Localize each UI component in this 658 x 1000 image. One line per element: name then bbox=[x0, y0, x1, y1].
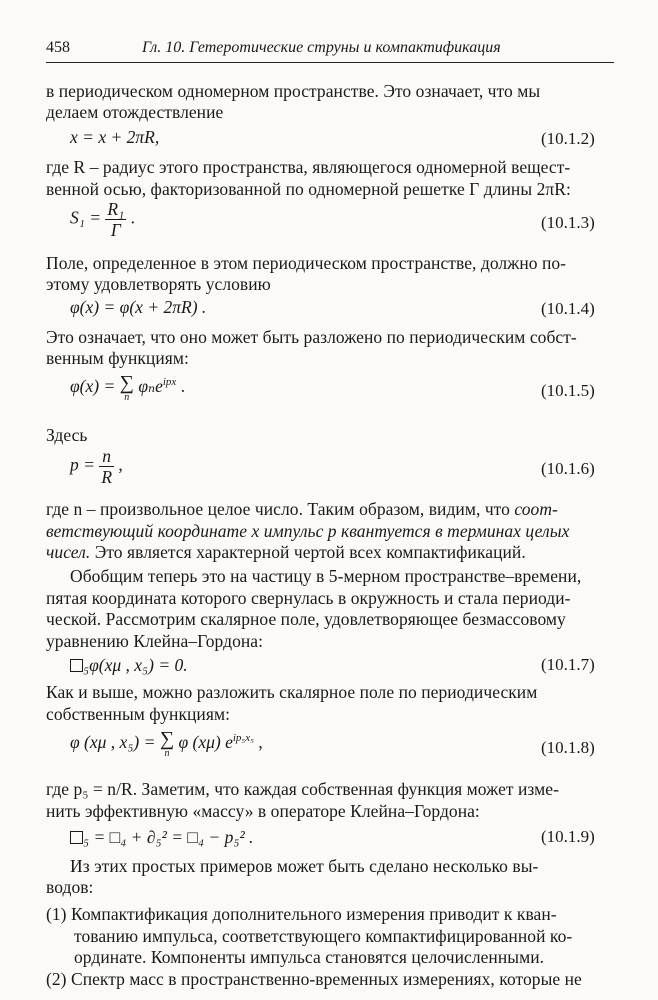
running-title: Гл. 10. Гетеротические струны и компактификация bbox=[142, 39, 501, 56]
text-span: Это является характерной чертой всех компактификаций. bbox=[94, 542, 526, 562]
eq-rhs: ₅ = □₄ + ∂₅² = □₄ − p₅² . bbox=[83, 827, 254, 847]
eq-tail: , bbox=[118, 454, 123, 475]
equation-10-1-4: φ(x) = φ(x + 2πR) . bbox=[70, 297, 207, 317]
list-item: (2) Спектр масс в пространственно-временных измерениях, которые не bbox=[46, 969, 582, 989]
equation-10-1-9 bbox=[70, 826, 253, 848]
sum-index: n bbox=[124, 392, 130, 403]
text-line: этому удовлетворять условию bbox=[46, 274, 271, 294]
equation-number: (10.1.8) bbox=[541, 738, 595, 757]
eq-lhs: p = bbox=[70, 454, 95, 475]
dalembertian-symbol bbox=[70, 659, 83, 672]
denominator: R bbox=[101, 467, 113, 487]
text-span-italic: чисел. bbox=[46, 542, 91, 562]
text-line: венной осью, факторизованной по одномерной решетке Γ длины 2πR: bbox=[46, 179, 571, 199]
text-line: ветствующий координате x импульс p квантуется в терминах целых bbox=[46, 521, 570, 541]
equation-10-1-3 bbox=[70, 199, 135, 240]
text-line: венным функциям: bbox=[46, 348, 189, 368]
fraction bbox=[105, 199, 126, 240]
equation-10-1-5 bbox=[70, 373, 185, 403]
text-line bbox=[46, 541, 526, 563]
eq-tail: . bbox=[176, 376, 186, 397]
equation-10-1-2: x = x + 2πR, bbox=[70, 127, 160, 147]
header-rule bbox=[46, 62, 614, 63]
equation-number: (10.1.3) bbox=[541, 213, 595, 232]
equation-10-1-8 bbox=[70, 729, 263, 759]
sum-symbol: ∑ n bbox=[159, 728, 175, 759]
text-line: ческой. Рассмотрим скалярное поле, удовлетворяющее безмассовому bbox=[46, 609, 566, 629]
numerator: n bbox=[102, 446, 112, 466]
eq-lhs: S₁ = bbox=[70, 207, 102, 228]
equation-number: (10.1.9) bbox=[541, 827, 595, 846]
sum-index: n bbox=[164, 748, 170, 759]
page-number: 458 bbox=[46, 39, 70, 56]
text-line: Обобщим теперь это на частицу в 5-мерном пространстве–времени, bbox=[70, 566, 582, 586]
text-span: где n – произвольное целое число. Таким образом, видим, что bbox=[46, 499, 510, 519]
equation-number: (10.1.2) bbox=[541, 129, 595, 148]
list-item-continuation: тованию импульса, соответствующего компактифицированной ко- bbox=[74, 926, 573, 946]
eq-tail: . bbox=[130, 207, 135, 228]
equation-10-1-7 bbox=[70, 654, 188, 676]
dalembertian-symbol bbox=[70, 831, 83, 844]
text-line: нить эффективную «массу» в операторе Клейна–Гордона: bbox=[46, 801, 480, 821]
text-line: в периодическом одномерном пространстве. Это означает, что мы bbox=[46, 81, 541, 101]
eq-lhs: φ (xμ , x₅) = bbox=[70, 732, 156, 753]
text-line: где p₅ = n/R. Заметим, что каждая собственная функция может изме- bbox=[46, 779, 559, 799]
exponent: ip₅x₅ bbox=[232, 732, 254, 745]
text-line: Поле, определенное в этом периодическом пространстве, должно по- bbox=[46, 253, 567, 273]
text-line bbox=[46, 498, 558, 520]
eq-rhs: φ (xμ) e bbox=[178, 732, 233, 753]
equation-number: (10.1.4) bbox=[541, 299, 595, 318]
equation-10-1-6 bbox=[70, 446, 123, 487]
eq-rhs: φₙe bbox=[138, 376, 163, 397]
text-line: уравнению Клейна–Гордона: bbox=[46, 631, 264, 651]
exponent: ipx bbox=[162, 376, 177, 389]
equation-number: (10.1.6) bbox=[541, 459, 595, 478]
equation-number: (10.1.5) bbox=[541, 381, 595, 400]
list-item: (1) Компактификация дополнительного измерения приводит к кван- bbox=[46, 904, 557, 924]
sum-symbol: ∑ n bbox=[119, 372, 134, 403]
list-item-continuation: ординате. Компоненты импульса становятся целочисленными. bbox=[74, 947, 545, 967]
equation-number: (10.1.7) bbox=[541, 655, 595, 674]
numerator: R₁ bbox=[107, 199, 125, 219]
eq-lhs: φ(x) = bbox=[70, 376, 116, 397]
text-line: Здесь bbox=[46, 425, 88, 445]
text-line: где R – радиус этого пространства, являющегося одномерной вещест- bbox=[46, 157, 571, 177]
text-line: Из этих простых примеров может быть сделано несколько вы- bbox=[70, 856, 539, 876]
text-span-italic: соот- bbox=[514, 499, 558, 519]
text-line: делаем отождествление bbox=[46, 102, 224, 122]
text-line: водов: bbox=[46, 877, 94, 897]
text-line: пятая координата которого свернулась в окружность и стала периоди- bbox=[46, 588, 571, 608]
eq-rhs: ₅φ(xμ , x₅) = 0. bbox=[83, 655, 188, 675]
eq-tail: , bbox=[253, 732, 263, 753]
fraction bbox=[99, 446, 114, 487]
text-line: Это означает, что оно может быть разложено по периодическим собст- bbox=[46, 327, 577, 347]
denominator: Γ bbox=[105, 219, 126, 240]
text-line: собственным функциям: bbox=[46, 704, 230, 724]
text-line: Как и выше, можно разложить скалярное поле по периодическим bbox=[46, 682, 538, 702]
